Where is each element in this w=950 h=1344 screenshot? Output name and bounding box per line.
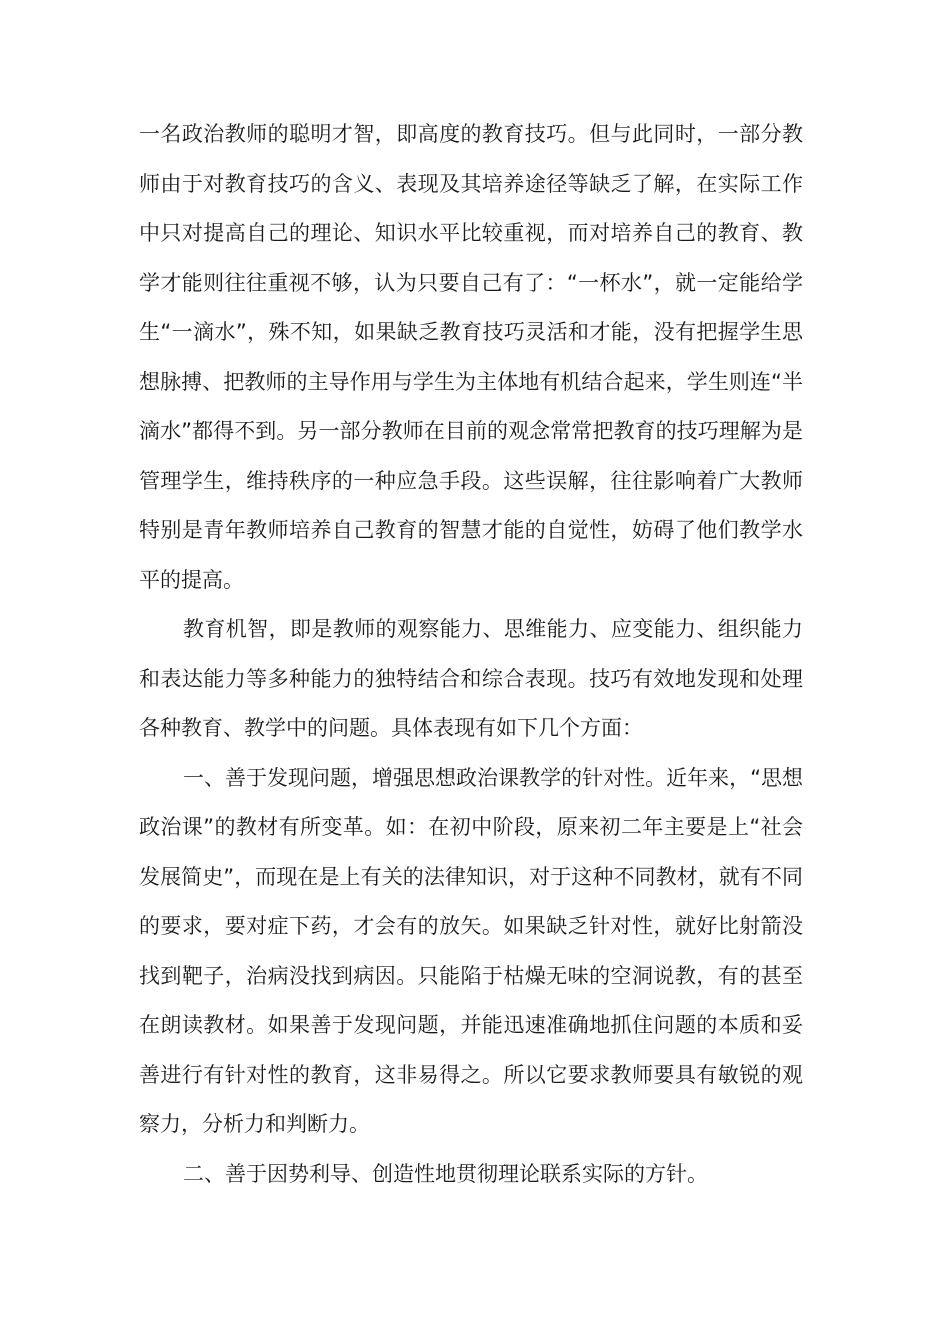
- document-body: [139, 110, 803, 1199]
- paragraph-2: 教育机智，即是教师的观察能力、思维能力、应变能力、组织能力和表达能力等多种能力的独特结合和综合表现。技巧有效地发现和处理各种教育、教学中的问题。具体表现有如下几个方面：: [139, 617, 803, 740]
- paragraph-1: 一名政治教师的聪明才智，即高度的教育技巧。但与此同时，一部分教师由于对教育技巧的含义、表现及其培养途径等缺乏了解，在实际工作中只对提高自己的理论、知识水平比较重视，而对培养自己的教育、教学才能则往往重视不够，认为只要自己有了：“一杯水”，就一定能给学生“一滴水”，殊不知，如果缺乏教育技巧灵活和才能，没有把握学生思想脉搏、把教师的主导作用与学生为主体地有机结合起来，学生则连“半滴水”都得不到。另一部分教师在目前的观念常常把教育的技巧理解为是管理学生，维持秩序的一种应急手段。这些误解，往往影响着广大教师特别是青年教师培养自己教育的智慧才能的自觉性，妨碍了他们教学水平的提高。: [139, 122, 803, 592]
- paragraph-4: 二、善于因势利导、创造性地贯彻理论联系实际的方针。: [183, 1161, 708, 1186]
- paragraph-3: 一、善于发现问题，增强思想政治课教学的针对性。近年来，“思想政治课”的教材有所变革。如：在初中阶段，原来初二年主要是上“社会发展简史”，而现在是上有关的法律知识，对于这种不同教材，就有不同的要求，要对症下药，才会有的放矢。如果缺乏针对性，就好比射箭没找到靶子，治病没找到病因。只能陷于枯燥无味的空洞说教，有的甚至在朗读教材。如果善于发现问题，并能迅速准确地抓住问题的本质和妥善进行有针对性的教育，这非易得之。所以它要求教师要具有敏锐的观察力，分析力和判断力。: [139, 765, 803, 1136]
